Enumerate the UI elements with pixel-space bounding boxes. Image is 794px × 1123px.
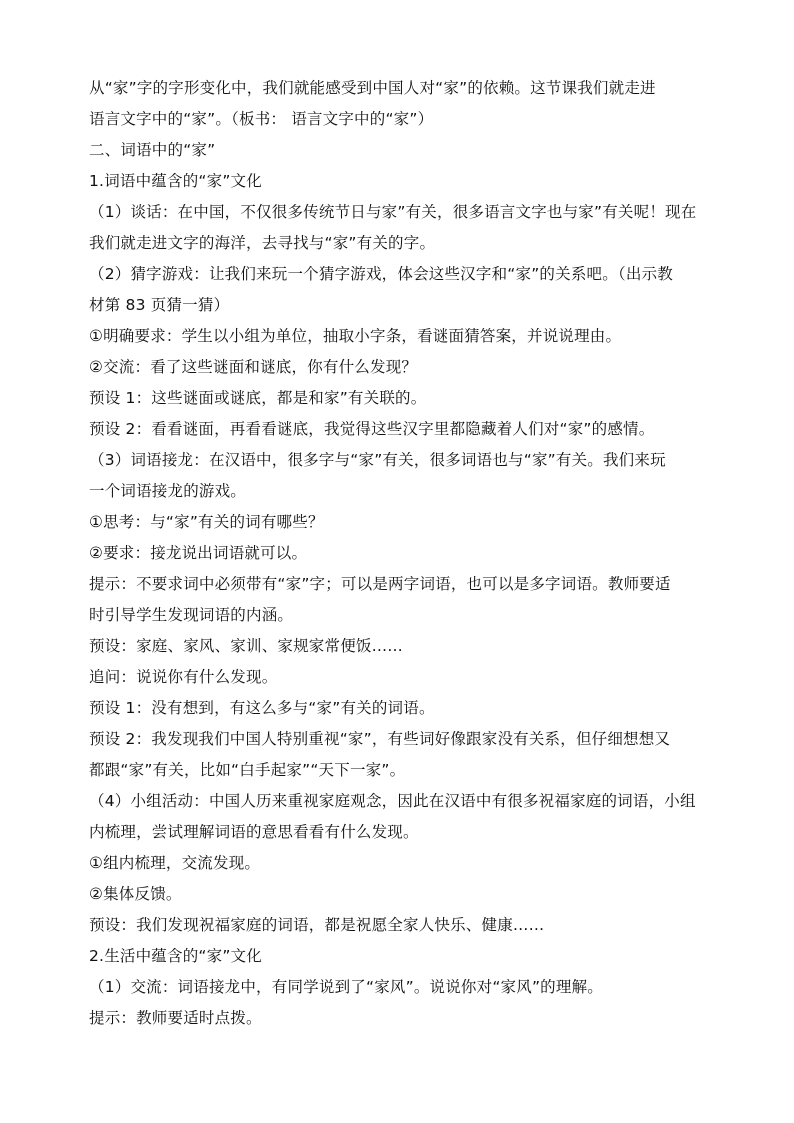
subsection-heading: 1.词语中蕴含的“家”文化 [89,172,262,190]
text-line: ②集体反馈。 [89,885,182,903]
text-line: 时引导学生发现词语的内涵。 [89,606,294,624]
text-line: 预设：家庭、家风、家训、家规家常便饭…… [89,637,404,655]
text-line: （2）猜字游戏：让我们来玩一个猜字游戏，体会这些汉字和“家”的关系吧。（出示教 [89,265,673,283]
text-line: ①思考：与“家”有关的词有哪些？ [89,513,324,531]
text-line: 我们就走进文字的海洋，去寻找与“家”有关的字。 [89,234,436,252]
text-line: 语言文字中的“家”。（板书： 语言文字中的“家”） [89,110,434,128]
text-line: 预设 1：没有想到，有这么多与“家”有关的词语。 [89,699,435,717]
text-line: （1）交流：词语接龙中，有同学说到了“家风”。说说你对“家风”的理解。 [89,978,603,996]
text-line: 内梳理，尝试理解词语的意思看看有什么发现。 [89,823,419,841]
text-line: 材第 83 页猜一猜） [89,296,230,314]
section-heading: 二、词语中的“家” [89,141,216,159]
text-line: 预设 2：我发现我们中国人特别重视“家”，有些词好像跟家没有关系，但仔细想想又 [89,730,671,748]
text-line: 一个词语接龙的游戏。 [89,482,247,500]
text-line: 从“家”字的字形变化中，我们就能感受到中国人对“家”的依赖。这节课我们就走进 [89,79,656,97]
text-line: 预设：我们发现祝福家庭的词语，都是祝愿全家人快乐、健康…… [89,916,545,934]
text-line: 都跟“家”有关，比如“白手起家”“天下一家”。 [89,761,406,779]
text-line: ②要求：接龙说出词语就可以。 [89,544,308,562]
subsection-heading: 2.生活中蕴含的“家”文化 [89,947,262,965]
text-line: ①明确要求：学生以小组为单位，抽取小字条，看谜面猜答案，并说说理由。 [89,327,622,345]
text-line: （1）谈话：在中国，不仅很多传统节日与家”有关，很多语言文字也与家”有关呢！现在 [89,203,697,221]
text-line: ②交流：看了这些谜面和谜底，你有什么发现？ [89,358,418,376]
text-line: ①组内梳理，交流发现。 [89,854,261,872]
text-line: 预设 1：这些谜面或谜底，都是和家”有关联的。 [89,389,427,407]
text-line: 追问：说说你有什么发现。 [89,668,278,686]
text-line: （4）小组活动：中国人历来重视家庭观念，因此在汉语中有很多祝福家庭的词语，小组 [89,792,696,810]
text-line: （3）词语接龙：在汉语中，很多字与“家”有关，很多词语也与“家”有关。我们来玩 [89,451,666,469]
text-line: 提示：不要求词中必须带有“家”字；可以是两字词语，也可以是多字词语。教师要适 [89,575,671,593]
text-line: 预设 2：看看谜面，再看看谜底，我觉得这些汉字里都隐藏着人们对“家”的感情。 [89,420,655,438]
text-line: 提示：教师要适时点拨。 [89,1009,262,1027]
